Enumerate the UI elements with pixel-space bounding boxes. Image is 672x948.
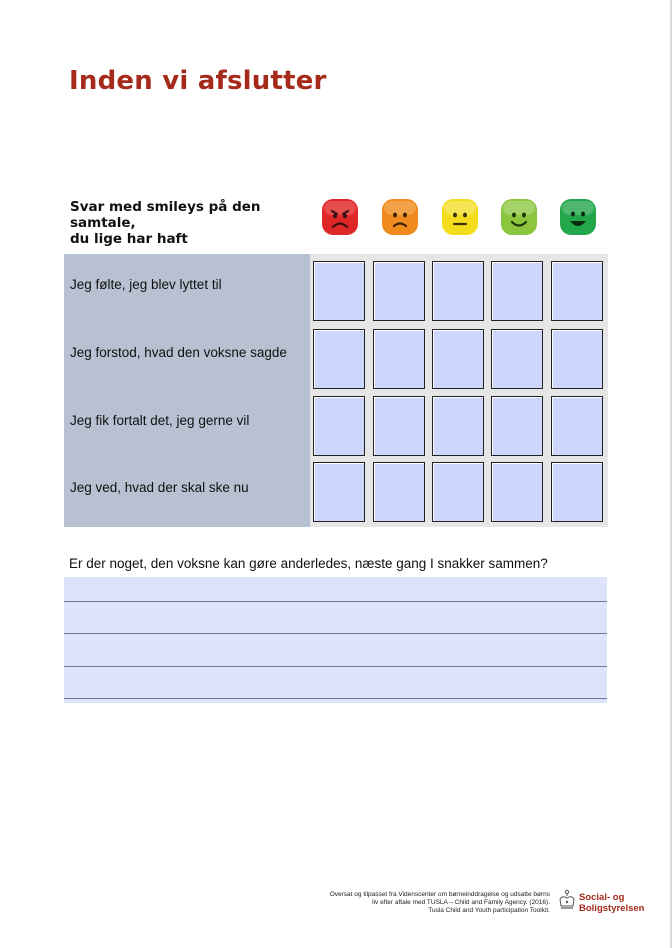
- happy-face-icon: [500, 198, 538, 236]
- answer-divider: [64, 601, 607, 602]
- crown-icon: [557, 889, 577, 917]
- rating-cell-r4-very-sad[interactable]: [313, 462, 365, 522]
- rating-cell-r4-happy[interactable]: [491, 462, 543, 522]
- agency-logo: [557, 889, 645, 919]
- answer-line-4[interactable]: [68, 672, 607, 700]
- intro-line-1: Svar med smileys på den samtale,: [70, 199, 261, 231]
- rating-cell-r1-happy[interactable]: [491, 261, 543, 321]
- credit-line-2: liv efter aftale med TUSLA – Child and Family Agency. (2016).: [372, 899, 550, 906]
- rating-cell-r2-neutral[interactable]: [432, 329, 484, 389]
- credit-line-1: Oversat og tilpasset fra Videnscenter om børneinddragelse og udsatte børns: [329, 891, 550, 898]
- statement-label-4: Jeg ved, hvad der skal ske nu: [70, 480, 249, 495]
- source-credit: [300, 891, 550, 915]
- rating-cell-r3-neutral[interactable]: [432, 396, 484, 456]
- intro-line-2: du lige har haft: [70, 231, 188, 247]
- rating-cell-r3-very-sad[interactable]: [313, 396, 365, 456]
- rating-cell-r3-happy[interactable]: [491, 396, 543, 456]
- rating-grid: [64, 254, 608, 527]
- answer-divider: [64, 666, 607, 667]
- logo-line-2: Boligstyrelsen: [579, 903, 645, 914]
- logo-line-1: Social- og: [579, 892, 625, 903]
- rating-cell-r2-sad[interactable]: [373, 329, 425, 389]
- very-sad-face-icon: [321, 198, 359, 236]
- rating-cell-r2-very-sad[interactable]: [313, 329, 365, 389]
- answer-area: [64, 577, 607, 703]
- rating-cell-r1-very-sad[interactable]: [313, 261, 365, 321]
- rating-cell-r1-sad[interactable]: [373, 261, 425, 321]
- answer-divider: [64, 698, 607, 699]
- rating-cell-r3-very-happy[interactable]: [551, 396, 603, 456]
- statement-label-3: Jeg fik fortalt det, jeg gerne vil: [70, 413, 250, 428]
- intro-text: [70, 199, 320, 247]
- sad-face-icon: [381, 198, 419, 236]
- rating-cell-r3-sad[interactable]: [373, 396, 425, 456]
- credit-line-3: Tusla Child and Youth participation Toolkit.: [428, 907, 550, 914]
- answer-line-3[interactable]: [68, 639, 607, 667]
- rating-cell-r4-sad[interactable]: [373, 462, 425, 522]
- statement-column: [64, 254, 310, 527]
- rating-cell-r4-very-happy[interactable]: [551, 462, 603, 522]
- logo-text: [579, 892, 644, 914]
- rating-cell-r2-very-happy[interactable]: [551, 329, 603, 389]
- answer-divider: [64, 633, 607, 634]
- page-title: Inden vi afslutter: [69, 66, 327, 96]
- rating-cell-r1-very-happy[interactable]: [551, 261, 603, 321]
- rating-cell-r2-happy[interactable]: [491, 329, 543, 389]
- open-question: Er der noget, den voksne kan gøre anderledes, næste gang I snakker sammen?: [69, 556, 548, 571]
- statement-label-1: Jeg følte, jeg blev lyttet til: [70, 277, 222, 292]
- statement-label-2: Jeg forstod, hvad den voksne sagde: [70, 345, 287, 360]
- rating-cells: [310, 254, 608, 527]
- rating-cell-r1-neutral[interactable]: [432, 261, 484, 321]
- neutral-face-icon: [441, 198, 479, 236]
- rating-cell-r4-neutral[interactable]: [432, 462, 484, 522]
- answer-line-2[interactable]: [68, 607, 607, 635]
- very-happy-face-icon: [559, 198, 597, 236]
